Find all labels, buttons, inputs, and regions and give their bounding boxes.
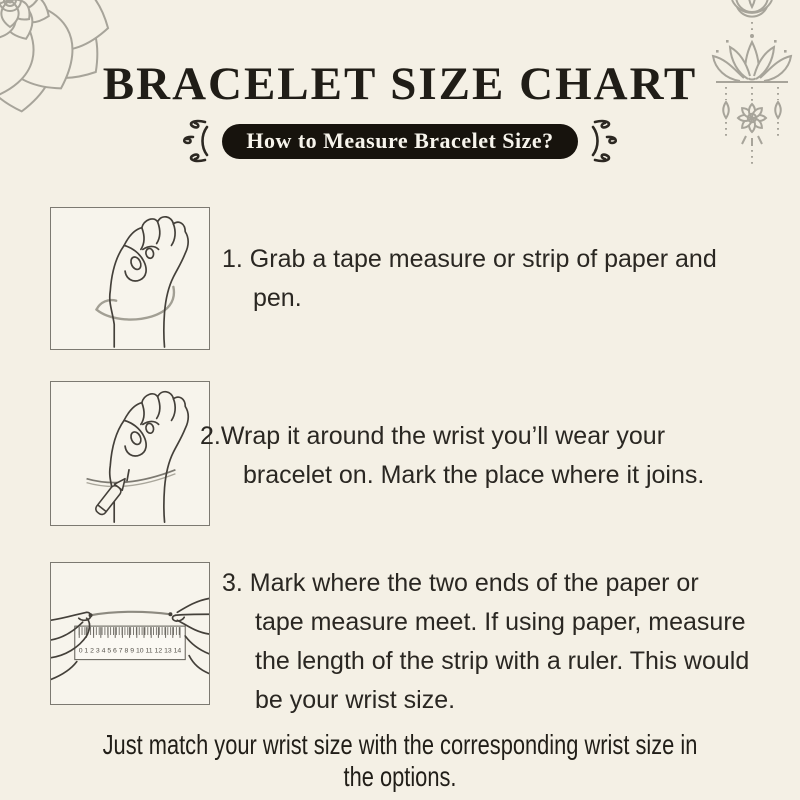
fist-with-strip-and-pen-icon: [51, 382, 209, 525]
step-2-illustration: [50, 381, 210, 526]
hands-measuring-strip-with-ruler-icon: [51, 563, 209, 704]
step-3-text: [222, 564, 749, 720]
subtitle-badge: [222, 124, 577, 159]
footer-note-text: Just match your wrist size with the corresponding wrist size in the options.: [102, 729, 698, 792]
step-3-row: [0, 562, 800, 714]
step-text-line: tape measure meet. If using paper, measure: [255, 608, 746, 636]
step-1-text: [222, 240, 717, 318]
ruler-numbers: 0 1 2 3 4 5 6 7 8 9 10 11 12 13 14: [78, 647, 182, 655]
step-2-text: [200, 417, 704, 495]
subtitle-row: [0, 118, 800, 164]
step-3-illustration: [50, 562, 210, 705]
step-text-line: 1. Grab a tape measure or strip of paper and: [222, 245, 717, 273]
page-title: BRACELET SIZE CHART: [102, 58, 698, 110]
step-text-line: be your wrist size.: [255, 686, 456, 714]
subtitle-badge-label: How to Measure Bracelet Size?: [246, 128, 554, 153]
ruler: [75, 626, 185, 660]
step-text-line: 2.Wrap it around the wrist you’ll wear your: [200, 422, 666, 450]
step-text-line: 3. Mark where the two ends of the paper or: [222, 569, 699, 597]
step-1-row: [0, 207, 800, 350]
step-text-line: the length of the strip with a ruler. This would: [255, 647, 750, 675]
flourish-left-icon: [177, 117, 211, 165]
step-text-line: pen.: [253, 284, 302, 312]
flourish-right-icon: [589, 117, 623, 165]
step-1-illustration: [50, 207, 210, 350]
step-text-line: bracelet on. Mark the place where it joins.: [243, 461, 705, 489]
fist-with-bracelet-outline-icon: [51, 208, 209, 349]
footer-note: [0, 729, 800, 793]
step-2-row: [0, 381, 800, 526]
